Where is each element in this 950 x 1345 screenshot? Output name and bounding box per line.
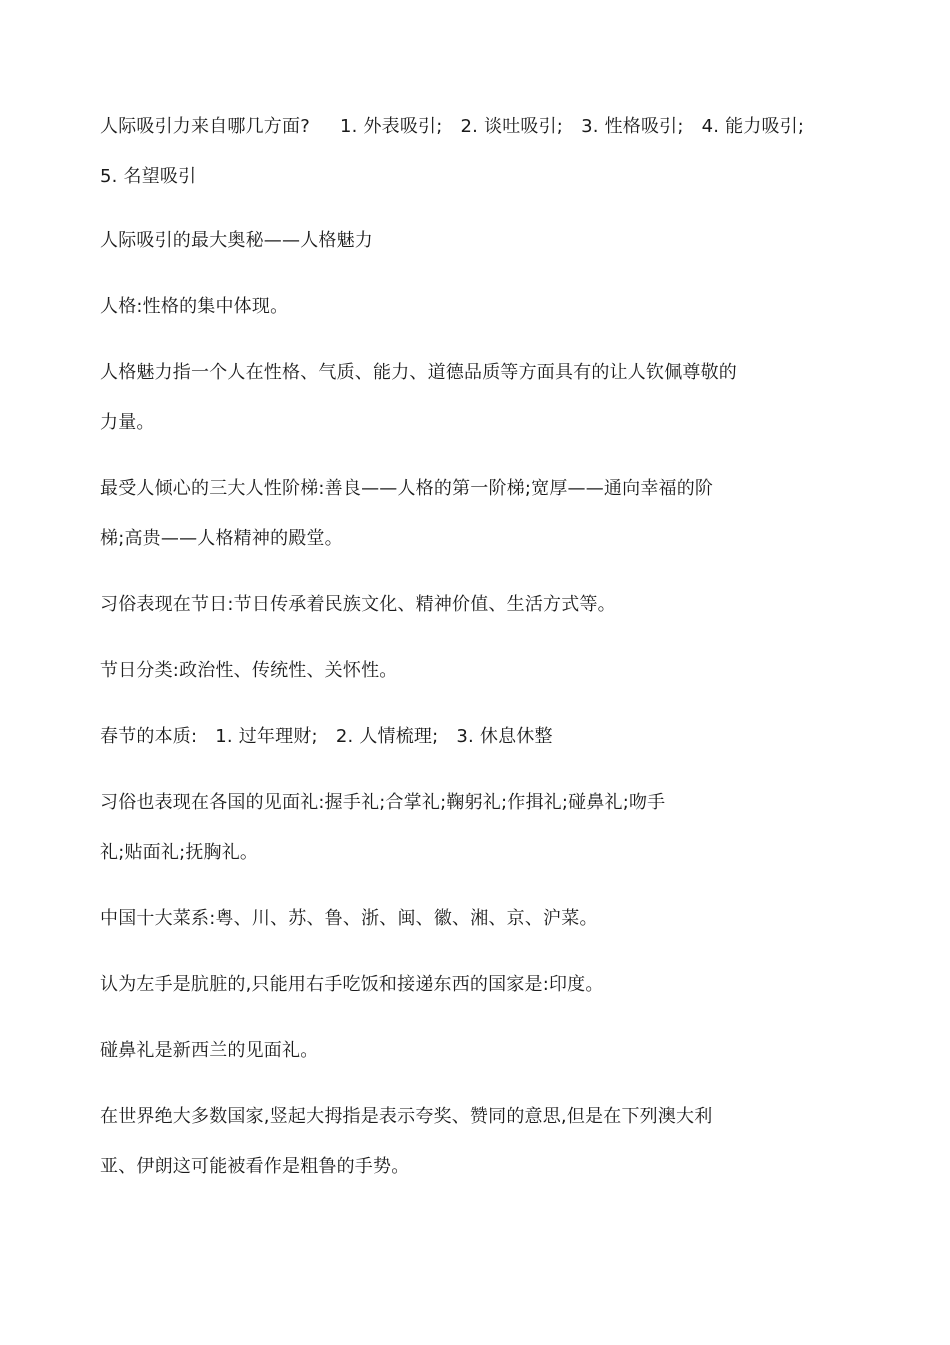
cuisines-line: 中国十大菜系:粤、川、苏、鲁、浙、闽、徽、湘、京、沪菜。 — [100, 908, 598, 929]
attraction-item: 4. 能力吸引; — [701, 116, 805, 137]
spring-festival-item: 3. 休息休整 — [456, 726, 553, 747]
charm-definition-line-2: 力量。 — [100, 412, 155, 433]
secret-line: 人际吸引的最大奥秘——人格魅力 — [100, 230, 373, 251]
personality-definition: 人格:性格的集中体现。 — [100, 296, 289, 317]
attraction-item-line — [100, 165, 196, 189]
spring-festival-item: 2. 人情梳理; — [335, 726, 439, 747]
thumb-line-2: 亚、伊朗这可能被看作是粗鲁的手势。 — [100, 1156, 410, 1177]
attraction-item: 2. 谈吐吸引; — [460, 116, 564, 137]
ladder-line-2: 梯;高贵——人格精神的殿堂。 — [100, 528, 343, 549]
attraction-question-line — [100, 115, 804, 139]
ladder-line-1: 最受人倾心的三大人性阶梯:善良——人格的第一阶梯;宽厚——通向幸福的阶 — [100, 478, 714, 499]
spring-festival-line — [100, 725, 553, 749]
attraction-item: 1. 外表吸引; — [339, 116, 443, 137]
spring-festival-item: 1. 过年理财; — [215, 726, 318, 747]
attraction-question: 人际吸引力来自哪几方面? — [100, 116, 310, 137]
charm-definition-line-1: 人格魅力指一个人在性格、气质、能力、道德品质等方面具有的让人钦佩尊敬的 — [100, 362, 737, 383]
spring-festival-label: 春节的本质: — [100, 726, 198, 747]
thumb-line-1: 在世界绝大多数国家,竖起大拇指是表示夸奖、赞同的意思,但是在下列澳大利 — [100, 1106, 713, 1127]
nose-touch-line: 碰鼻礼是新西兰的见面礼。 — [100, 1040, 319, 1061]
festival-custom-line: 习俗表现在节日:节日传承着民族文化、精神价值、生活方式等。 — [100, 594, 616, 615]
attraction-item: 5. 名望吸引 — [100, 166, 197, 187]
greeting-line-2: 礼;贴面礼;抚胸礼。 — [100, 842, 259, 863]
festival-types-line: 节日分类:政治性、传统性、关怀性。 — [100, 660, 398, 681]
greeting-line-1: 习俗也表现在各国的见面礼:握手礼;合掌礼;鞠躬礼;作揖礼;碰鼻礼;吻手 — [100, 792, 666, 813]
attraction-item: 3. 性格吸引; — [581, 116, 684, 137]
left-hand-line: 认为左手是肮脏的,只能用右手吃饭和接递东西的国家是:印度。 — [100, 974, 604, 995]
